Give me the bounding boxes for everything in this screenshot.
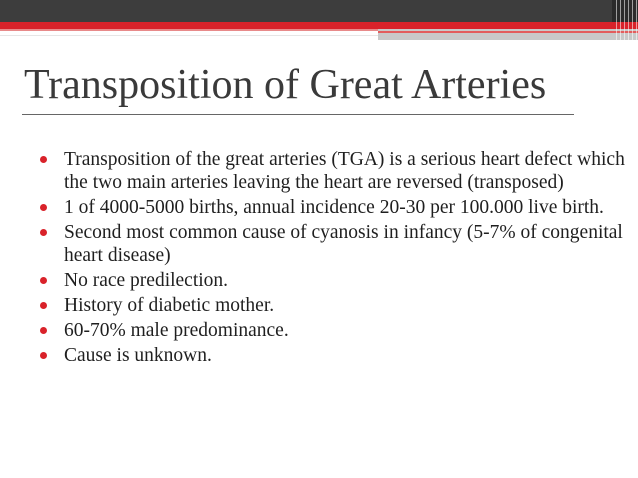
bullet-dot-icon xyxy=(40,156,47,163)
bullet-dot-icon xyxy=(40,302,47,309)
bullet-item xyxy=(26,221,626,267)
bullet-item xyxy=(26,196,626,219)
bullet-dot-icon xyxy=(40,229,47,236)
bullet-item xyxy=(26,294,626,317)
bullet-dot-icon xyxy=(40,204,47,211)
header-tick-pattern xyxy=(614,0,638,40)
header-gray-line xyxy=(0,35,378,36)
header-red-light-line xyxy=(0,29,378,31)
title-underline xyxy=(22,114,574,115)
bullet-dot-icon xyxy=(40,352,47,359)
bullet-text: Second most common cause of cyanosis in infancy (5-7% of congenital heart disease) xyxy=(64,222,623,266)
header-dark-bar xyxy=(0,0,638,22)
header-red-stripe xyxy=(378,31,638,33)
bullet-item xyxy=(26,319,626,342)
bullet-text: 60-70% male predominance. xyxy=(64,320,289,341)
bullet-text: 1 of 4000-5000 births, annual incidence 20-30 per 100.000 live birth. xyxy=(64,197,604,218)
bullet-dot-icon xyxy=(40,277,47,284)
bullet-text: No race predilection. xyxy=(64,270,229,291)
bullet-item xyxy=(26,148,626,194)
bullet-dot-icon xyxy=(40,327,47,334)
bullet-text: Transposition of the great arteries (TGA) is a serious heart defect which the two main arteries leaving the heart are reversed (transposed) xyxy=(64,149,625,193)
bullet-text: Cause is unknown. xyxy=(64,345,212,366)
bullet-text: History of diabetic mother. xyxy=(64,295,275,316)
header-red-bar xyxy=(0,22,638,29)
bullet-list xyxy=(26,148,626,369)
bullet-item xyxy=(26,344,626,367)
bullet-item xyxy=(26,269,626,292)
slide-title: Transposition of Great Arteries xyxy=(24,62,547,108)
